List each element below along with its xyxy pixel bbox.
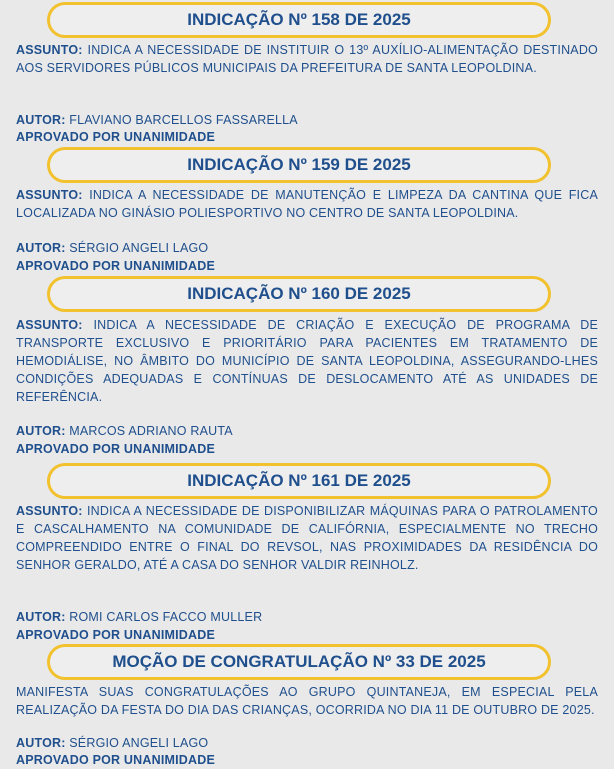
subject-text: INDICA A NECESSIDADE DE MANUTENÇÃO E LIMPEZA DA CANTINA QUE FICA LOCALIZADA NO GINÁSIO POLIESPORTIVO NO CENTRO DE SANTA LEOPOLDINA.: [16, 188, 598, 220]
approval-status: APROVADO POR UNANIMIDADE: [16, 442, 216, 456]
subject-paragraph: [16, 316, 598, 406]
author-label: AUTOR:: [16, 241, 66, 255]
subject-label: ASSUNTO:: [16, 504, 83, 518]
subject-paragraph: [16, 41, 598, 77]
item-title: INDICAÇÃO Nº 160 DE 2025: [187, 284, 411, 303]
subject-label: ASSUNTO:: [16, 318, 83, 332]
author-name: FLAVIANO BARCELLOS FASSARELLA: [69, 113, 298, 127]
author-label: AUTOR:: [16, 736, 66, 750]
author-name: SÉRGIO ANGELI LAGO: [69, 241, 209, 255]
author-label: AUTOR:: [16, 610, 66, 624]
subject-text: INDICA A NECESSIDADE DE DISPONIBILIZAR MÁQUINAS PARA O PATROLAMENTO E CASCALHAMENTO NA COMUNIDADE DE CALIFÓRNIA, ESPECIALMENTE NO TRECHO COMPREENDIDO ENTRE O FINAL DO REVSOL, NAS PROXIMIDADES DA RESIDÊNCIA DO SENHOR GERALDO, ATÉ A CASA DO SENHOR VALDIR REINHOLZ.: [16, 504, 598, 572]
title-pill: [47, 276, 551, 312]
author-line: [16, 422, 598, 440]
subject-paragraph: [16, 683, 598, 719]
title-pill: [47, 2, 551, 38]
subject-paragraph: [16, 502, 598, 574]
subject-text: INDICA A NECESSIDADE DE INSTITUIR O 13º AUXÍLIO-ALIMENTAÇÃO DESTINADO AOS SERVIDORES PÚBLICOS MUNICIPAIS DA PREFEITURA DE SANTA LEOPOLDINA.: [16, 43, 598, 75]
approval-status: APROVADO POR UNANIMIDADE: [16, 628, 216, 642]
item-title: INDICAÇÃO Nº 159 DE 2025: [187, 155, 411, 174]
item-title: INDICAÇÃO Nº 161 DE 2025: [187, 471, 411, 490]
author-name: SÉRGIO ANGELI LAGO: [69, 736, 209, 750]
subject-paragraph: [16, 186, 598, 222]
author-line: [16, 111, 598, 129]
item-title: INDICAÇÃO Nº 158 DE 2025: [187, 10, 411, 29]
author-name: MARCOS ADRIANO RAUTA: [69, 424, 233, 438]
author-line: [16, 608, 598, 626]
approval-status: APROVADO POR UNANIMIDADE: [16, 130, 216, 144]
title-pill: [47, 463, 551, 499]
title-pill: [47, 147, 551, 183]
subject-text: INDICA A NECESSIDADE DE CRIAÇÃO E EXECUÇÃO DE PROGRAMA DE TRANSPORTE EXCLUSIVO E PRIORITÁRIO PARA PACIENTES EM TRATAMENTO DE HEMODIÁLISE, NO ÂMBITO DO MUNICÍPIO DE SANTA LEOPOLDINA, ASSEGURANDO-LHES CONDIÇÕES ADEQUADAS E CONTÍNUAS DE DESLOCAMENTO ATÉ AS UNIDADES DE REFERÊNCIA.: [16, 318, 598, 404]
author-line: [16, 239, 598, 257]
title-pill: [47, 644, 551, 680]
subject-label: ASSUNTO:: [16, 43, 83, 57]
approval-status: APROVADO POR UNANIMIDADE: [16, 753, 216, 767]
approval-status: APROVADO POR UNANIMIDADE: [16, 259, 216, 273]
item-title: MOÇÃO DE CONGRATULAÇÃO Nº 33 DE 2025: [112, 652, 486, 671]
author-label: AUTOR:: [16, 113, 66, 127]
author-name: ROMI CARLOS FACCO MULLER: [69, 610, 263, 624]
subject-text: MANIFESTA SUAS CONGRATULAÇÕES AO GRUPO QUINTANEJA, EM ESPECIAL PELA REALIZAÇÃO DA FESTA DO DIA DAS CRIANÇAS, OCORRIDA NO DIA 11 DE OUTUBRO DE 2025.: [16, 685, 598, 717]
author-line: [16, 734, 598, 752]
author-label: AUTOR:: [16, 424, 66, 438]
subject-label: ASSUNTO:: [16, 188, 83, 202]
